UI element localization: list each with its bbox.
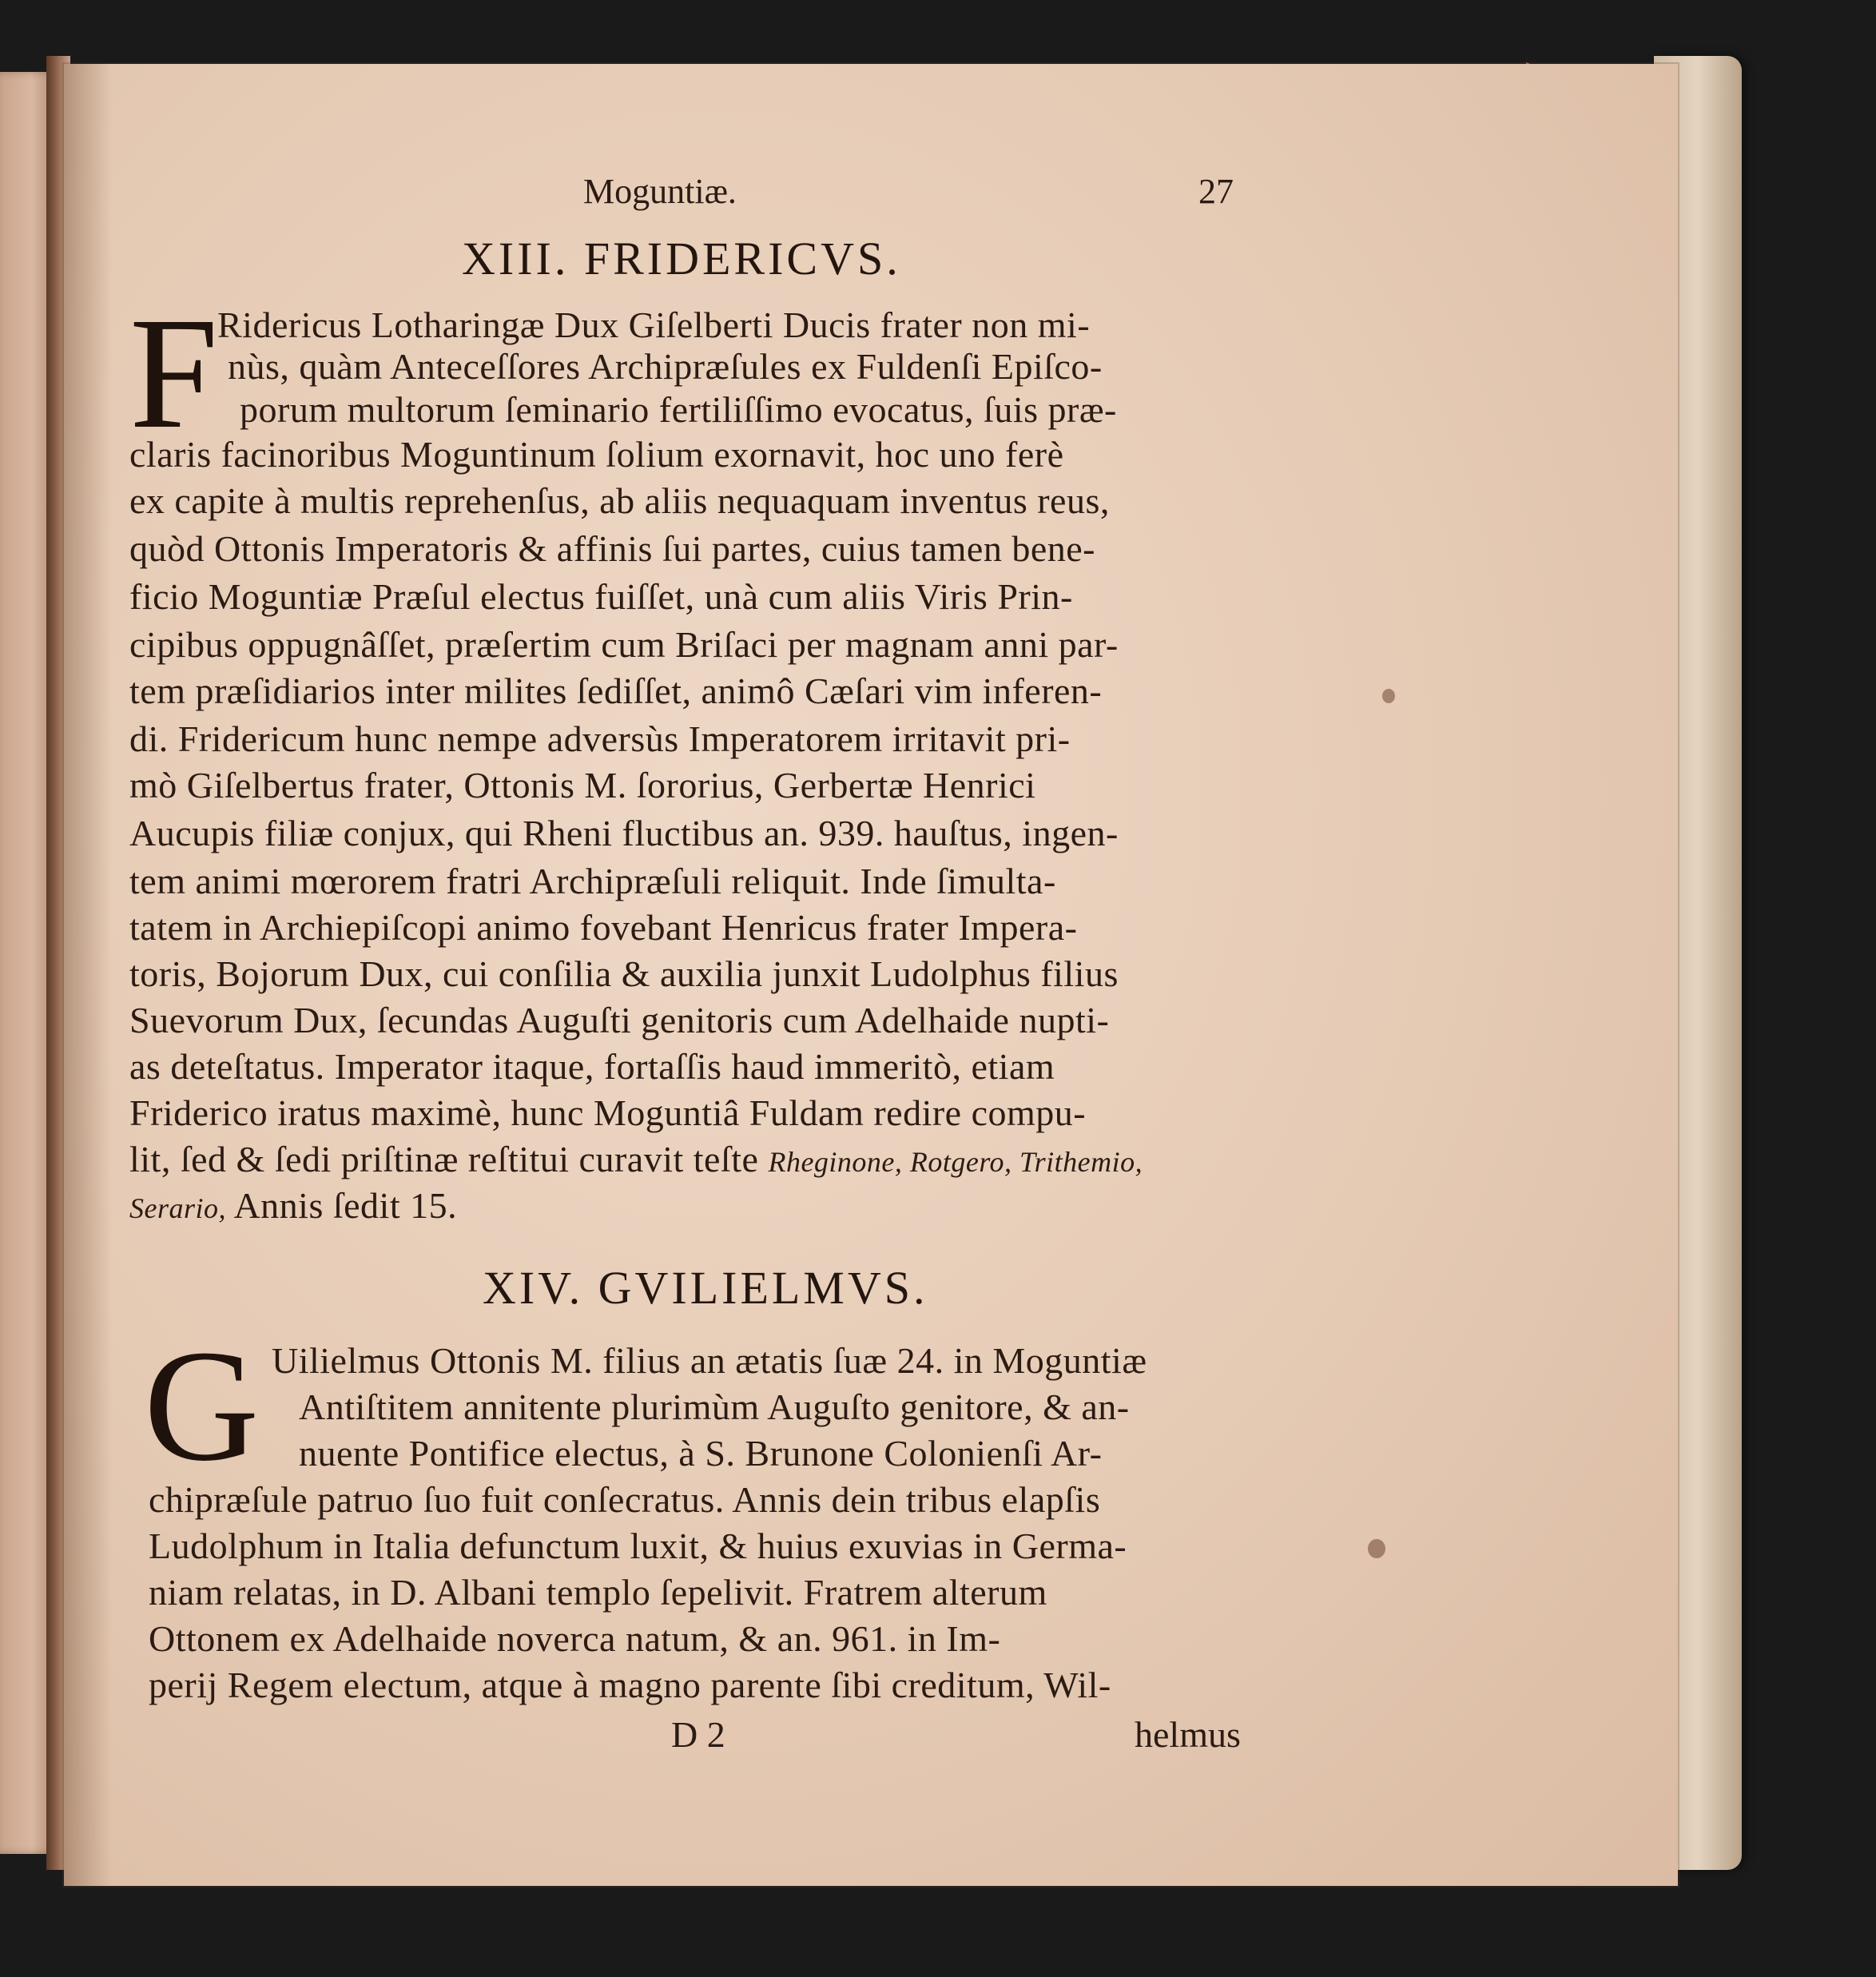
text-line: Aucupis filiæ conjux, qui Rheni fluctibus an. 939. hauſtus, ingen- — [129, 813, 1119, 853]
text-line: perij Regem electum, atque à magno parente ſibi creditum, Wil- — [149, 1665, 1111, 1705]
text-line-citation — [129, 1141, 1143, 1178]
text-line: porum multorum ſeminario fertiliſſimo evocatus, ſuis præ- — [240, 389, 1117, 430]
text-line: Ridericus Lotharingæ Dux Giſelberti Ducis frater non mi- — [217, 304, 1091, 345]
dropcap-f: F — [129, 285, 219, 462]
text-line: ficio Moguntiæ Præſul electus fuiſſet, unà cum aliis Viris Prin- — [129, 576, 1073, 617]
text-line: quòd Ottonis Imperatoris & affinis ſui partes, cuius tamen bene- — [129, 528, 1095, 569]
text-line: tatem in Archiepiſcopi animo fovebant Henricus frater Impera- — [129, 907, 1078, 948]
text-line: Friderico iratus maximè, hunc Moguntiâ Fuldam redire compu- — [129, 1092, 1087, 1133]
text-line: toris, Bojorum Dux, cui conſilia & auxilia junxit Ludolphus filius — [129, 953, 1119, 994]
text-main: Annis ſedit 15. — [226, 1185, 458, 1226]
text-line: tem præſidiarios inter milites ſediſſet, animô Cæſari vim inferen- — [129, 670, 1103, 711]
text-line-closing — [129, 1187, 457, 1224]
text-line: nùs, quàm Anteceſſores Archipræſules ex Fuldenſi Epiſco- — [228, 346, 1103, 387]
running-head-title: Moguntiæ. — [583, 172, 737, 211]
text-line: chipræſule patruo ſuo fuit conſecratus. Annis dein tribus elapſis — [149, 1479, 1101, 1520]
text-line: di. Fridericum hunc nempe adversùs Imperatorem irritavit pri- — [129, 718, 1071, 759]
text-line: niam relatas, in D. Albani templo ſepelivit. Fratrem alterum — [149, 1572, 1047, 1613]
dropcap-g: G — [144, 1318, 260, 1494]
text-line: nuente Pontifice electus, à S. Brunone Colonienſi Ar- — [299, 1433, 1103, 1474]
text-line: Uilielmus Ottonis M. filius an ætatis ſuæ 24. in Moguntiæ — [272, 1340, 1147, 1381]
text-line: as deteſtatus. Imperator itaque, fortaſſis haud immeritò, etiam — [129, 1046, 1055, 1087]
section-heading-fridericus: XIII. FRIDERICVS. — [462, 233, 901, 284]
signature-mark: D 2 — [671, 1714, 725, 1755]
text-line: cipibus oppugnâſſet, præſertim cum Briſaci per magnam anni par- — [129, 624, 1119, 665]
citation-authors: Rheginone, Rotgero, Trithemio, — [768, 1146, 1143, 1178]
text-line: Ludolphum in Italia defunctum luxit, & huius exuvias in Germa- — [149, 1526, 1127, 1566]
text-line: mò Giſelbertus frater, Ottonis M. ſororius, Gerbertæ Henrici — [129, 765, 1036, 806]
text-line: Antiſtitem annitente plurimùm Auguſto genitore, & an- — [299, 1386, 1130, 1427]
page-number: 27 — [1198, 172, 1234, 211]
catchword: helmus — [1135, 1714, 1241, 1755]
citation-serario: Serario, — [129, 1192, 226, 1224]
text-line: Suevorum Dux, ſecundas Auguſti genitoris cum Adelhaide nupti- — [129, 1000, 1110, 1040]
text-line: tem animi mœrorem fratri Archipræſuli reliquit. Inde ſimulta- — [129, 861, 1056, 901]
text-line: Ottonem ex Adelhaide noverca natum, & an. 961. in Im- — [149, 1618, 1001, 1659]
text-line: claris facinoribus Moguntinum ſolium exornavit, hoc uno ferè — [129, 434, 1064, 475]
text-main: lit, ſed & ſedi priſtinæ reſtitui curavit teſte — [129, 1139, 769, 1179]
section-heading-guilielmus: XIV. GVILIELMVS. — [483, 1262, 928, 1314]
text-line: ex capite à multis reprehenſus, ab aliis nequaquam inventus reus, — [129, 480, 1110, 521]
